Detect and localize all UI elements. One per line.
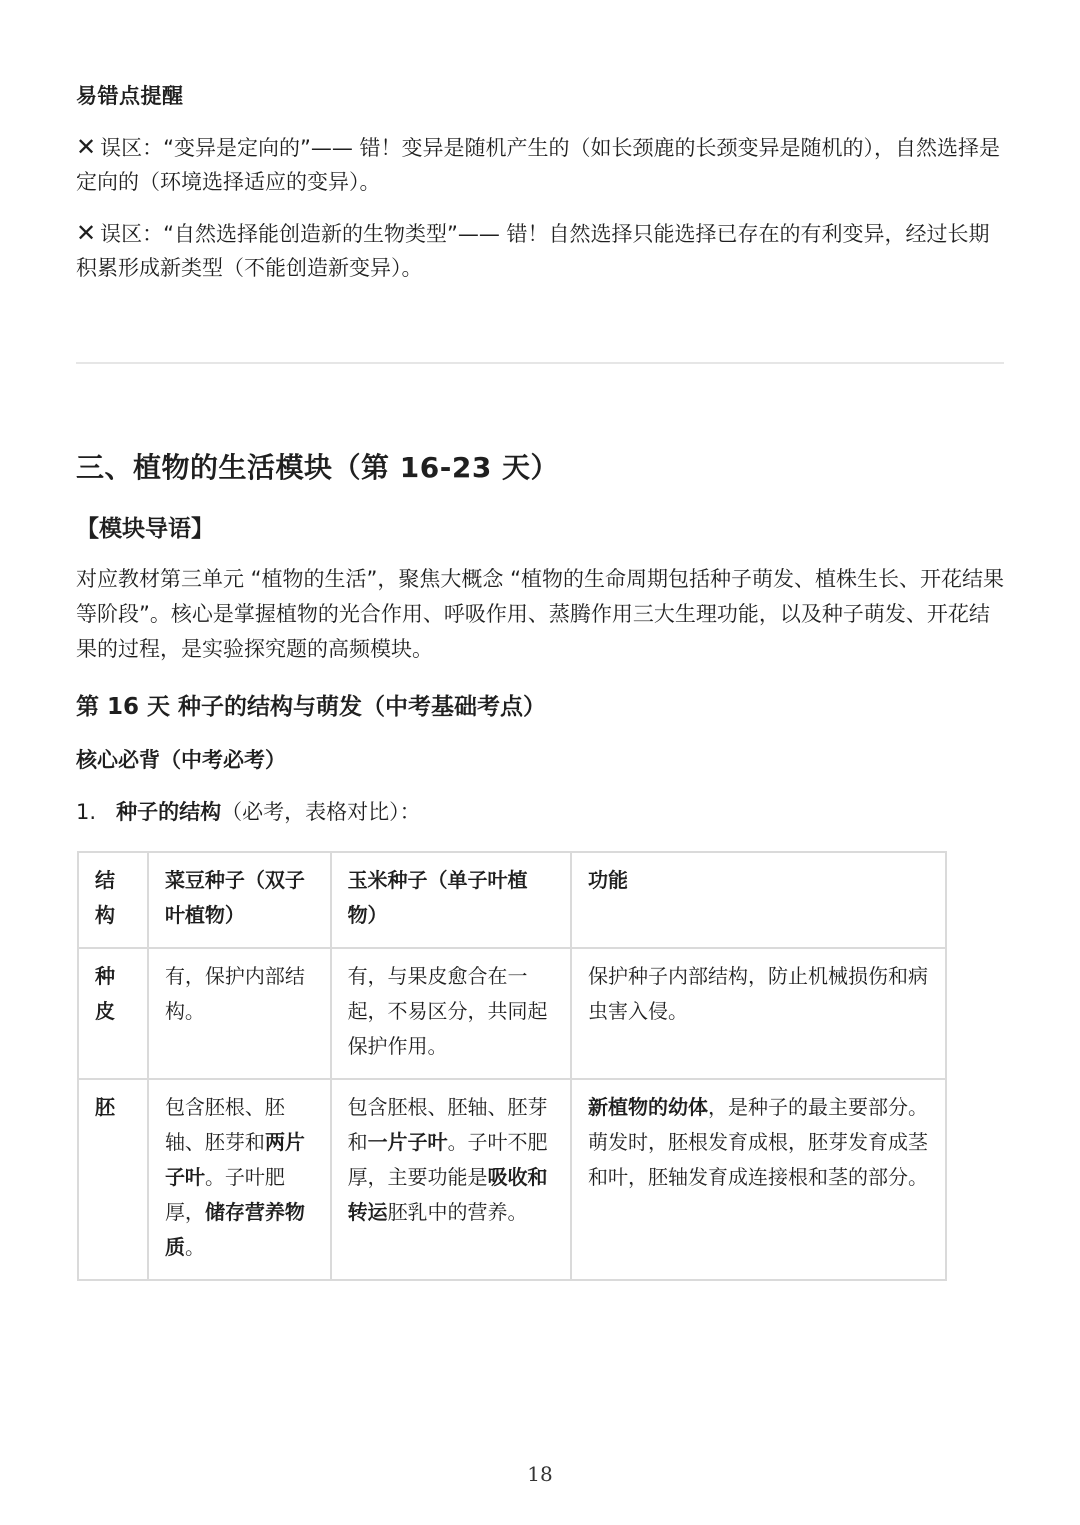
core-title: 核心必背（中考必考） xyxy=(76,748,286,772)
warning-item-2 xyxy=(76,216,1006,285)
cross-icon: ✕ xyxy=(76,133,97,161)
day-title: 第 16 天 种子的结构与萌发（中考基础考点） xyxy=(76,694,547,720)
cell-corn: 包含胚根、胚轴、胚芽和一片子叶。子叶不肥厚，主要功能是吸收和转运胚乳中的营养。 xyxy=(331,1079,571,1280)
cell-bean: 包含胚根、胚轴、胚芽和两片子叶。子叶肥厚，储存营养物质。 xyxy=(148,1079,331,1280)
header-function: 功能 xyxy=(571,852,946,948)
header-bean-seed: 菜豆种子（双子叶植物） xyxy=(148,852,331,948)
warning-item-1 xyxy=(76,130,1006,199)
table-row xyxy=(78,948,946,1079)
list-number: 1. xyxy=(76,800,97,824)
list-item xyxy=(76,796,421,826)
section-divider xyxy=(76,362,1004,364)
warning-item-text: 误区：“自然选择能创造新的生物类型”—— 错！自然选择只能选择已存在的有利变异，经过长期积累形成新类型（不能创造新变异）。 xyxy=(76,222,990,280)
header-corn-seed: 玉米种子（单子叶植物） xyxy=(331,852,571,948)
row-name: 种皮 xyxy=(78,948,148,1079)
list-bold-text: 种子的结构 xyxy=(116,800,222,824)
header-structure: 结构 xyxy=(78,852,148,948)
cross-icon: ✕ xyxy=(76,219,97,247)
cell-function: 保护种子内部结构，防止机械损伤和病虫害入侵。 xyxy=(571,948,946,1079)
page-number: 18 xyxy=(527,1462,553,1486)
seed-structure-table xyxy=(77,851,947,1281)
row-name: 胚 xyxy=(78,1079,148,1280)
warning-title: 易错点提醒 xyxy=(76,84,184,108)
guide-text: 对应教材第三单元 “植物的生活”，聚焦大概念 “植物的生命周期包括种子萌发、植株生长、开花结果等阶段”。核心是掌握植物的光合作用、呼吸作用、蒸腾作用三大生理功能，以及种子萌发、开花结果的过程，是实验探究题的高频模块。 xyxy=(76,567,1004,661)
cell-function: 新植物的幼体，是种子的最主要部分。萌发时，胚根发育成根，胚芽发育成茎和叶，胚轴发育成连接根和茎的部分。 xyxy=(571,1079,946,1280)
guide-title: 【模块导语】 xyxy=(76,516,214,542)
cell-corn: 有，与果皮愈合在一起，不易区分，共同起保护作用。 xyxy=(331,948,571,1079)
list-rest-text: （必考，表格对比）： xyxy=(221,800,421,824)
table-header-row xyxy=(78,852,946,948)
warning-item-text: 误区：“变异是定向的”—— 错！变异是随机产生的（如长颈鹿的长颈变异是随机的），自然选择是定向的（环境选择适应的变异）。 xyxy=(76,136,1001,194)
table-row xyxy=(78,1079,946,1280)
section-title: 三、植物的生活模块（第 16-23 天） xyxy=(76,451,560,484)
cell-bean: 有，保护内部结构。 xyxy=(148,948,331,1079)
